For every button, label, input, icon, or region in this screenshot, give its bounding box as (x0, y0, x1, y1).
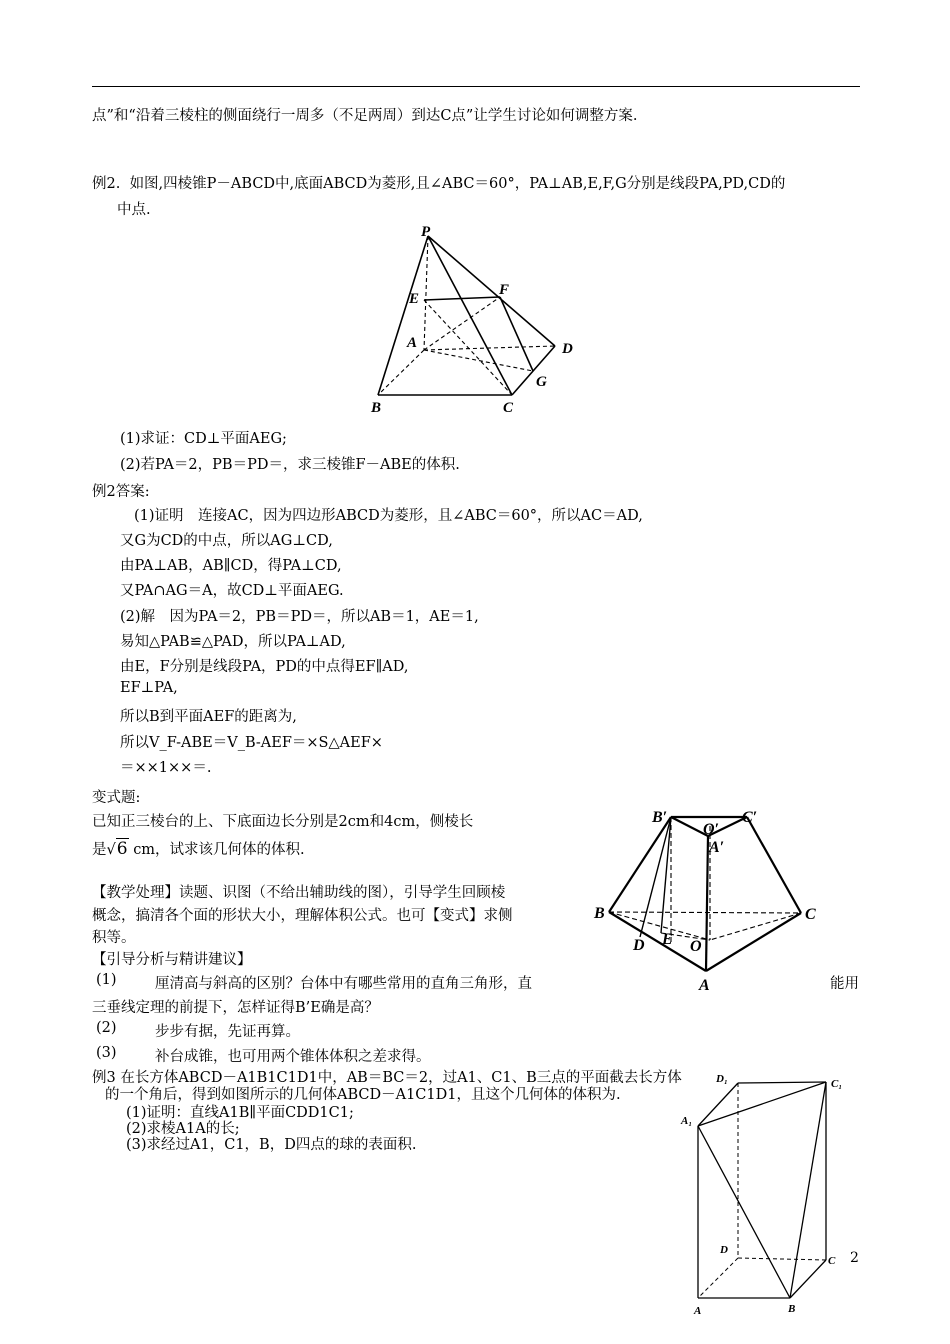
guide-item-text: 步步有据，先证再算。 (155, 1024, 300, 1040)
answer2-line: 所以V_F-ABE＝V_B-AEF＝×S△AEF× (120, 735, 383, 751)
label-C1: C₁ (831, 1078, 843, 1090)
page-number: 2 (850, 1250, 859, 1266)
label-C: C (503, 400, 514, 416)
answer2-line: 又G为CD的中点，所以AG⊥CD, (120, 533, 333, 549)
example3-question2: (2)求棱A1A的长; (126, 1121, 240, 1137)
label-A1: A₁ (681, 1115, 693, 1127)
label-D: D (562, 341, 573, 357)
guide-item-text: 补台成锥，也可用两个锥体体积之差求得。 (155, 1049, 431, 1065)
variant-line2-post: cm，试求该几何体的体积. (133, 842, 305, 858)
label-A: A (699, 977, 710, 994)
variant-line2-pre: 是 (92, 842, 107, 858)
label-G: G (536, 374, 547, 390)
example2-label: 例2. (92, 176, 121, 192)
label-B: B (594, 905, 605, 922)
example3-line1: 例3 在长方体ABCD－A1B1C1D1中，AB＝BC＝2，过A1、C1、B三点的平面截去长方体 (92, 1070, 682, 1086)
answer2-line: ＝××1××＝. (120, 760, 212, 776)
example2-line1 (92, 172, 785, 193)
radicand: 6 (116, 839, 128, 859)
example2-question2: (2)若PA＝2，PB＝PD＝，求三棱锥F－ABE的体积. (120, 457, 460, 473)
label-D: D (720, 1244, 728, 1256)
guide-item-num: (3) (96, 1045, 117, 1061)
label-A: A (407, 335, 418, 351)
guide-item-num: (1) (96, 972, 117, 988)
label-O-prime: O′ (703, 821, 720, 838)
label-A-prime: A′ (709, 839, 725, 856)
answer2-line: 由E，F分别是线段PA，PD的中点得EF∥AD, (120, 659, 409, 675)
answer2-line: EF⊥PA, (120, 680, 178, 696)
label-C: C (828, 1255, 836, 1267)
label-C-prime: C′ (742, 809, 758, 826)
label-B: B (788, 1303, 796, 1315)
label-E: E (662, 931, 673, 948)
answer2-line: 又PA∩AG＝A，故CD⊥平面AEG. (120, 583, 344, 599)
answer2-line: 由PA⊥AB，AB∥CD，得PA⊥CD, (120, 558, 342, 574)
answer2-line: (1)证明 连接AC，因为四边形ABCD为菱形，且∠ABC＝60°，所以AC＝AD, (134, 508, 643, 524)
answer2-title: 例2答案: (92, 484, 150, 500)
guide-item-num: (2) (96, 1020, 117, 1036)
label-B-prime: B′ (652, 809, 668, 826)
label-F: F (499, 282, 510, 298)
example3-question3: (3)求经过A1，C1，B，D四点的球的表面积. (126, 1137, 417, 1153)
example3-question1: (1)证明：直线A1B∥平面CDD1C1; (126, 1105, 354, 1121)
example2-line2: 中点. (117, 202, 151, 218)
answer2-line: 易知△PAB≌△PAD，所以PA⊥AD, (120, 634, 346, 650)
frustum-figure (590, 800, 830, 995)
header-rule (92, 86, 860, 87)
label-A: A (694, 1305, 702, 1317)
example2-statement: 如图,四棱锥P－ABCD中,底面ABCD为菱形,且∠ABC＝60°，PA⊥AB,E,F,G分别是线段PA,PD,CD的 (129, 176, 786, 192)
answer2-line: (2)解 因为PA＝2，PB＝PD＝，所以AB＝1，AE＝1, (120, 609, 479, 625)
label-D1: D₁ (716, 1073, 728, 1085)
variant-line1: 已知正三棱台的上、下底面边长分别是2cm和4cm，侧棱长 (92, 814, 474, 830)
sqrt-symbol: √ (106, 842, 116, 858)
teaching-line2: 概念，搞清各个面的形状大小，理解体积公式。也可【变式】求侧 (92, 908, 513, 924)
variant-line2 (92, 838, 305, 859)
label-C: C (805, 906, 816, 923)
guide-item-text: 三垂线定理的前提下，怎样证得B’E确是高？ (92, 1000, 379, 1016)
guide-item-text: 厘清高与斜高的区别？台体中有哪些常用的直角三角形，直 (155, 976, 532, 992)
guide-title: 【引导分析与精讲建议】 (92, 952, 252, 968)
example2-question1: (1)求证：CD⊥平面AEG; (120, 431, 287, 447)
pyramid-figure (360, 218, 600, 418)
teaching-line3: 积等。 (92, 930, 136, 946)
variant-title: 变式题: (92, 790, 141, 806)
guide-item-tail: 能用 (830, 976, 859, 992)
cuboid-figure (670, 1062, 850, 1344)
label-B: B (371, 400, 382, 416)
example3-line2: 的一个角后，得到如图所示的几何体ABCD－A1C1D1，且这个几何体的体积为. (105, 1087, 621, 1103)
continued-text: 点”和“沿着三棱柱的侧面绕行一周多（不足两周）到达C点”让学生讨论如何调整方案. (92, 108, 638, 124)
teaching-line1: 【教学处理】读题、识图（不给出辅助线的图），引导学生回顾棱 (92, 885, 506, 901)
answer2-line: 所以B到平面AEF的距离为, (120, 709, 297, 725)
label-O: O (690, 938, 702, 955)
label-D: D (633, 937, 645, 954)
label-P: P (421, 224, 431, 240)
label-E: E (409, 291, 420, 307)
